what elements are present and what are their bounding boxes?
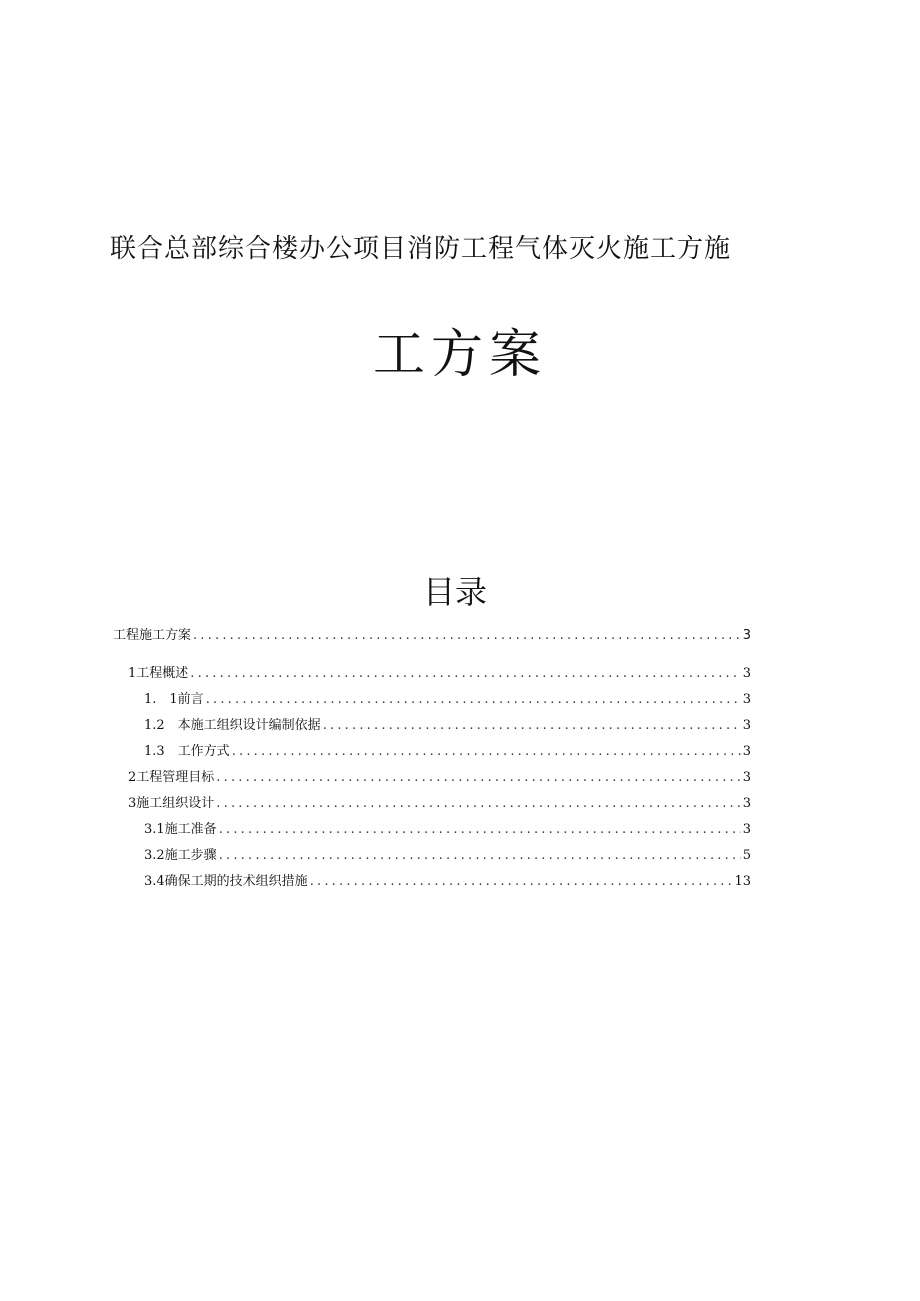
toc-entry-page: 3 [742,744,751,759]
toc-entry-page: 3 [742,822,751,837]
toc-heading: 目录 [422,573,487,611]
toc-entry[interactable] [144,742,751,762]
toc-leader-dots [219,846,741,866]
toc-entry-title: 1.2 本施工组织设计编制依据 [144,718,321,733]
toc-entry[interactable] [144,846,751,866]
document-title-line-2: 工方案 [372,325,547,385]
toc-entry-title: 1工程概述 [128,666,189,681]
toc-entry-page: 3 [742,666,751,681]
toc-leader-dots [216,768,740,788]
toc-entry[interactable] [144,690,751,710]
document-title-line-1: 联合总部综合楼办公项目消防工程气体灭火施工方施 [110,234,732,264]
toc-entry[interactable] [144,872,751,892]
toc-entry-page: 3 [742,718,751,733]
toc-entry-page: 13 [734,874,751,889]
toc-entry[interactable] [128,768,751,788]
toc-leader-dots [216,794,740,814]
toc-entry-title: 工程施工方案 [113,628,192,643]
toc-entry-page: 3 [742,628,751,643]
toc-entry-title: 3.4确保工期的技术组织措施 [144,874,308,889]
toc-entry-title: 3.1施工准备 [144,822,217,837]
toc-entry[interactable] [128,794,751,814]
toc-entry-page: 3 [742,796,751,811]
toc-leader-dots [232,742,741,762]
toc-entry-page: 5 [742,848,751,863]
toc-entry-title: 2工程管理目标 [128,770,215,785]
toc-entry-title: 3施工组织设计 [128,796,215,811]
toc-leader-dots [206,690,741,710]
toc-entry[interactable] [128,664,751,684]
toc-entry[interactable] [113,626,751,646]
toc-entry[interactable] [144,820,751,840]
toc-entry-page: 3 [742,770,751,785]
toc-leader-dots [190,664,740,684]
toc-entry[interactable] [144,716,751,736]
toc-leader-dots [219,820,741,840]
toc-entry-title: 1.3 工作方式 [144,744,230,759]
toc-leader-dots [193,626,741,646]
toc-leader-dots [323,716,741,736]
toc-leader-dots [310,872,733,892]
toc-entry-title: 3.2施工步骤 [144,848,217,863]
toc-entry-page: 3 [742,692,751,707]
toc-entry-title: 1. 1前言 [144,692,204,707]
